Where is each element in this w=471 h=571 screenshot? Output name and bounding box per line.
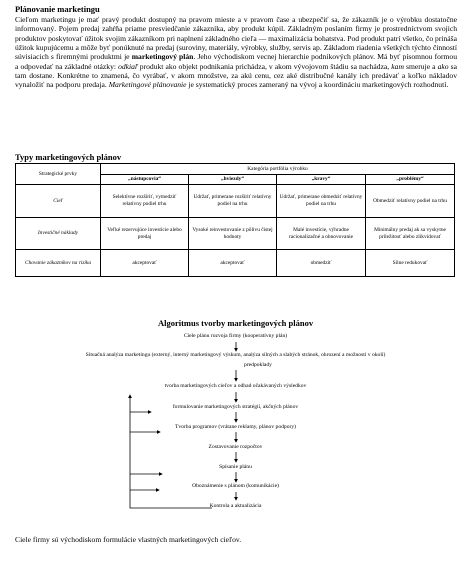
flow-step: predpoklady [244, 362, 272, 368]
bold-term: marketingový plán [131, 52, 194, 62]
footer-text: Ciele firmy sú východiskom formulácie vlastných marketingových cieľov. [15, 535, 242, 544]
italic-term: ako [437, 61, 449, 71]
intro-paragraph [15, 15, 457, 90]
column-header: „kravy“ [277, 175, 366, 185]
table-cell: akceptovať [189, 250, 277, 277]
table-cell: Udržať, primerane rozšíriť relatívny podiel na trhu [189, 185, 277, 218]
row-header: Investičné náklady [16, 218, 101, 250]
flow-step: Zostavovanie rozpočtov [208, 444, 263, 450]
text-run: sa tam dostane. Konkrétne to znamená, čo vyrábať, v akom množstve, za akú cenu, cez aké distribučné kanály ich predávať a koľko nákladov vynaložiť na podporu predaja. [15, 61, 458, 90]
table-cell: obmedziť [277, 250, 366, 277]
italic-term: Marketingové plánovanie [108, 80, 187, 90]
table-row [16, 218, 455, 250]
text-run: je systematický proces zameraný na vývoj a koordináciu marketingových rozhodnutí. [186, 80, 449, 90]
table-cell: Malé investície, výhradne racionalizačné a obnovovanie [277, 218, 366, 250]
row-header: Chovanie zákazníkov na rizika [16, 250, 101, 277]
algorithm-title: Algoritmus tvorby marketingových plánov [157, 318, 314, 328]
table-cell: Udržať, primerane obmedziť relatívny podiel na trhu [277, 185, 366, 218]
flow-step: Kontrola a aktualizácia [209, 503, 262, 509]
text-run: smeruje a [403, 61, 438, 71]
flow-step: Ciele plánu rozvoja firmy (kooperatívny plán) [183, 333, 288, 339]
column-header: „hviezdy“ [189, 175, 277, 185]
table-cell: Selektívne rozšíriť, vymedziť relatívny podiel trhu [101, 185, 189, 218]
table-cell: Minimálny predaj ak sa vyskytne príležitosť alebo zlikvidovať [366, 218, 455, 250]
table-row [16, 185, 455, 218]
marketing-plan-types-table [15, 163, 455, 277]
feedback-arrow [130, 395, 212, 508]
text-run: Cieľom marketingu je mať pravý produkt dostupný na pravom mieste a v pravom čase a ubezpečiť sa, že zákazník je o výrobku dostatočne informovaný. Pojem predaj zahŕňa priame presviedčanie zákazníka, aby produkt kúpil. Základným poslaním firmy je prostredníctvom svojich produktov poskytovať úžitok svojim zákazníkom pri naplnení základného cieľa — maximalizácia bohatstva. Pod produkt patrí všetko, čo prináša úžitok kupujúcemu a môže byť ponúknuté na predaj (suroviny, materiály, výrobky, služby, servis ap. Základom riadenia všetkých týchto činností súvisiacich s firemnými produktmi je [15, 15, 457, 62]
flow-step: Spísanie plánu [219, 464, 252, 470]
group-header: Kategória portfólia výrobku [101, 164, 455, 175]
corner-header: Strategické prvky [16, 164, 101, 185]
table-row [16, 250, 455, 277]
column-header: „nástupcovia“ [101, 175, 189, 185]
italic-term: kam [391, 61, 404, 71]
table-cell: Obmedziť relatívny podiel na trhu [366, 185, 455, 218]
flow-step: Situačná analýza marketingu (externý, interný marketingový výskum, analýza silných a slabých stránok, ohrození a možností v okolí) [85, 352, 386, 358]
text-run: . Jeho východiskom vecnej hierarchie podnikových plánov. Má byť písomnou formou a odpovedať na základné otázky: [15, 52, 458, 71]
table-cell: Veľké rezervujúce investície alebo predaj [101, 218, 189, 250]
table-title: Typy marketingových plánov [15, 152, 122, 162]
column-header: „problémy“ [366, 175, 455, 185]
table-cell: Vysoké reinvestovanie z pôlivu čistej hodnoty [189, 218, 277, 250]
table-cell: Silne redukovať [366, 250, 455, 277]
flow-step: Oboznámenie s plánom (komunikácie) [192, 483, 279, 489]
flow-step: tvorba marketingových cieľov a odhad očakávaných výsledkov [164, 383, 307, 389]
row-header: Cieľ [16, 185, 101, 218]
table-cell: akceptovať [101, 250, 189, 277]
flow-step: Tvorba programov (vrátane reklamy, plánov podpory) [174, 424, 297, 430]
italic-term: odkiaľ [118, 61, 138, 71]
section-heading: Plánovanie marketingu [15, 4, 100, 14]
text-run: produkt ako objekt podnikania prichádza, v akom vývojovom štádiu sa nachádza, [137, 61, 392, 71]
flow-step: formulovanie marketingových stratégií, akčných plánov [172, 404, 299, 410]
